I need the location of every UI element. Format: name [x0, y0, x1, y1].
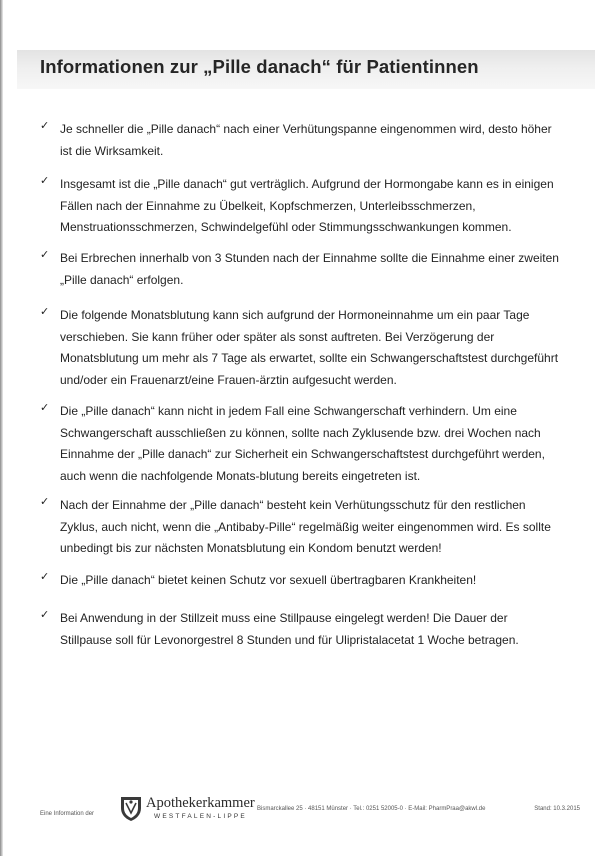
- brand-name: Apothekerkammer: [146, 795, 255, 811]
- checkmark-icon: ✓: [40, 608, 50, 621]
- list-item-text: Die „Pille danach“ bietet keinen Schutz vor sexuell übertragbaren Krankheiten!: [60, 573, 477, 587]
- list-item-text: Bei Erbrechen innerhalb von 3 Stunden nach der Einnahme sollte die Einnahme einer zweiten „Pille danach“ erfolgen.: [60, 251, 559, 287]
- checkmark-icon: ✓: [40, 305, 50, 318]
- footer-date: Stand: 10.3.2015: [534, 806, 580, 812]
- footer-address: Bismarckallee 25 · 48151 Münster · Tel.: 0251 52005-0 · E-Mail: PharmPraa@akwl.de: [257, 806, 486, 812]
- list-item-text: Je schneller die „Pille danach“ nach einer Verhütungspanne eingenommen wird, desto höher ist die Wirksamkeit.: [60, 122, 552, 158]
- footer: [40, 792, 580, 824]
- list-item-text: Bei Anwendung in der Stillzeit muss eine Stillpause eingelegt werden! Die Dauer der Stillpause soll für Levonorgestrel 8 Stunden und für Ulipristalacetat 1 Woche betragen.: [60, 611, 519, 647]
- checkmark-icon: ✓: [40, 570, 50, 583]
- checkmark-icon: ✓: [40, 248, 50, 261]
- list-item-text: Die „Pille danach“ kann nicht in jedem Fall eine Schwangerschaft verhindern. Um eine Schwangerschaft ausschließen zu können, sollte nach Zyklusende bzw. drei Wochen nach Einnahme der „Pille danach“ zur Sicherheit ein Schwangerschaftstest durchgeführt werden, auch wenn die nachfolgende Monats-blutung bereits eingetreten ist.: [60, 404, 545, 483]
- chamber-crest-icon: [117, 794, 145, 822]
- brand-subtitle: WESTFALEN-LIPPE: [154, 813, 247, 820]
- list-item-text: Insgesamt ist die „Pille danach“ gut verträglich. Aufgrund der Hormongabe kann es in einigen Fällen nach der Einnahme zu Übelkeit, Kopfschmerzen, Unterleibsschmerzen, Menstruationsschmerzen, Schwindelgefühl oder Stimmungsschwankungen kommen.: [60, 177, 554, 234]
- checkmark-icon: ✓: [40, 401, 50, 414]
- checkmark-icon: ✓: [40, 495, 50, 508]
- page-title: Informationen zur „Pille danach“ für Patientinnen: [40, 56, 479, 77]
- checkmark-icon: ✓: [40, 119, 50, 132]
- list-item-text: Die folgende Monatsblutung kann sich aufgrund der Hormoneinnahme um ein paar Tage verschieben. Sie kann früher oder später als sonst auftreten. Bei Verzögerung der Monatsblutung um mehr als 7 Tage als erwartet, sollte ein Schwangerschaftstest durchgeführt und/oder ein Frauenarzt/eine Frauen-ärztin aufgesucht werden.: [60, 308, 559, 387]
- list-item-text: Nach der Einnahme der „Pille danach“ besteht kein Verhütungsschutz für den restlichen Zyklus, auch nicht, wenn die „Antibaby-Pille“ regelmäßig weiter eingenommen wird. Es sollte unbedingt bis zur nächsten Monatsblutung ein Kondom benutzt werden!: [60, 498, 551, 555]
- scan-edge-shadow: [0, 0, 3, 856]
- checkmark-icon: ✓: [40, 174, 50, 187]
- footer-lead-text: Eine Information der: [40, 811, 95, 817]
